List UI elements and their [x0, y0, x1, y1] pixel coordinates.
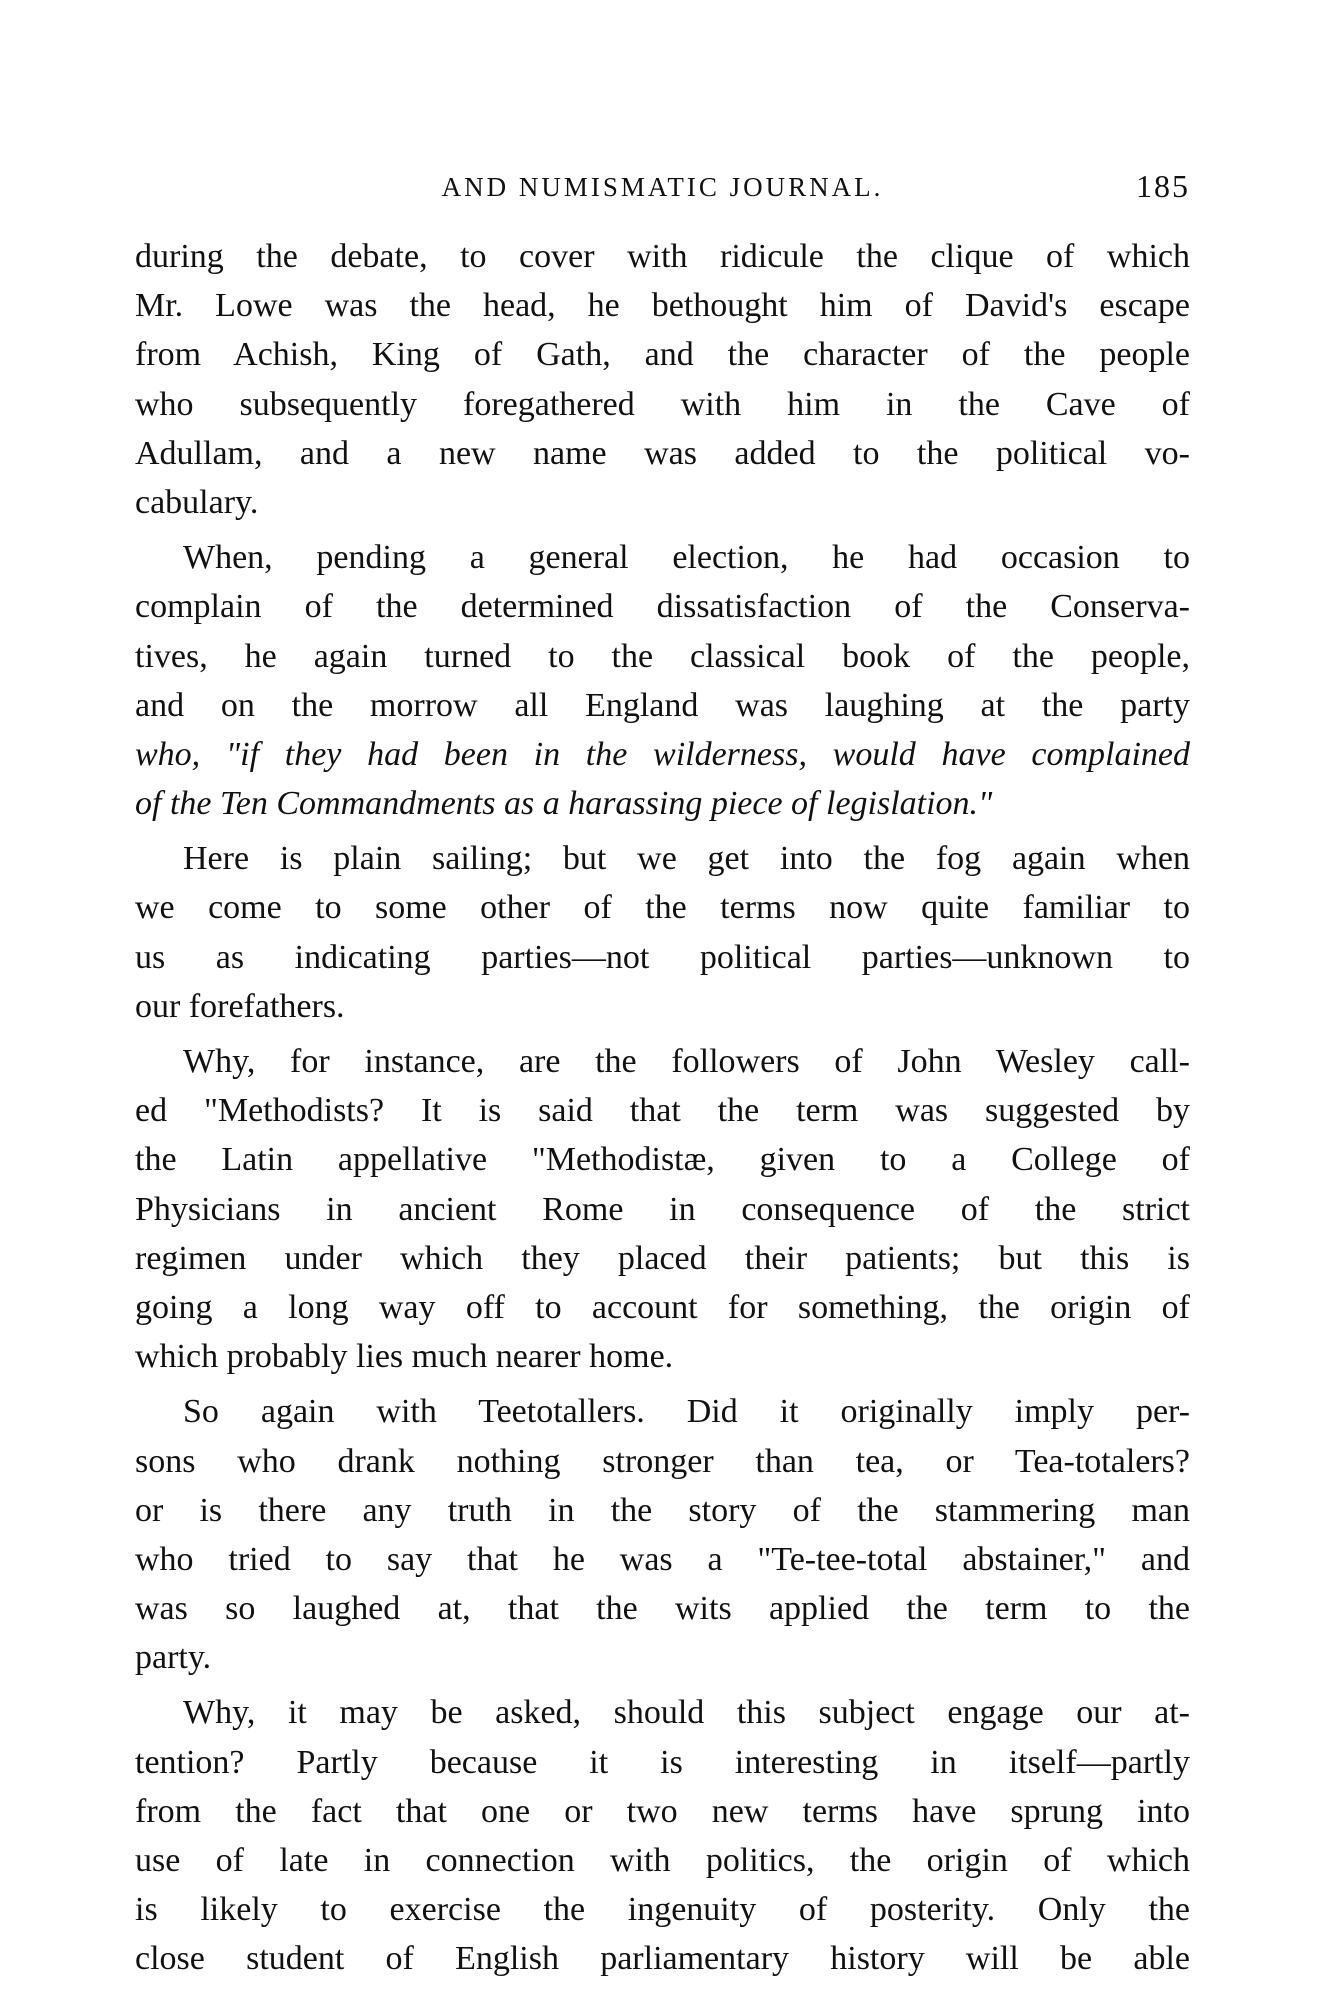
text-line: our forefathers.	[135, 987, 345, 1025]
text-line: Physicians in ancient Rome in consequence of the strict	[135, 1190, 1190, 1228]
text-line: which probably lies much nearer home.	[135, 1338, 674, 1376]
text-line: When, pending a general election, he had occasion to	[183, 539, 1190, 577]
text-line: of the Ten Commandments as a harassing piece of legislation."	[135, 785, 993, 823]
paragraph	[135, 1688, 1190, 1983]
paragraph	[135, 1037, 1190, 1381]
page-number: 185	[1136, 168, 1190, 204]
text-line: So again with Teetotallers. Did it originally imply per-	[183, 1393, 1190, 1431]
text-line: tention? Partly because it is interesting in itself—partly	[135, 1743, 1190, 1781]
text-line: during the debate, to cover with ridicule the clique of which	[135, 238, 1190, 275]
running-title: AND NUMISMATIC JOURNAL.	[441, 172, 884, 202]
text-line: we come to some other of the terms now quite familiar to	[135, 889, 1190, 927]
text-line: Mr. Lowe was the head, he bethought him of David's escape	[135, 287, 1190, 325]
text-line: who subsequently foregathered with him in the Cave of	[135, 385, 1190, 423]
text-line: Why, for instance, are the followers of John Wesley call-	[183, 1043, 1190, 1080]
text-line: use of late in connection with politics, the origin of which	[135, 1842, 1190, 1879]
paragraph	[135, 834, 1190, 1031]
text-line: or is there any truth in the story of the stammering man	[135, 1491, 1190, 1529]
text-line: from the fact that one or two new terms have sprung into	[135, 1792, 1190, 1830]
text-line: us as indicating parties—not political parties—unknown to	[135, 938, 1190, 976]
text-line: cabulary.	[135, 483, 259, 521]
text-line: complain of the determined dissatisfaction of the Conserva-	[135, 588, 1190, 626]
paragraph	[135, 533, 1190, 828]
text-line: who tried to say that he was a "Te-tee-total abstainer," and	[135, 1540, 1190, 1578]
text-line: going a long way off to account for something, the origin of	[135, 1288, 1190, 1326]
text-line: the Latin appellative "Methodistæ, given to a College of	[135, 1141, 1190, 1179]
text-line: and on the morrow all England was laughing at the party	[135, 686, 1190, 724]
text-line: close student of English parliamentary history will be able	[135, 1940, 1190, 1978]
paragraph	[135, 232, 1190, 527]
text-line: regimen under which they placed their patients; but this is	[135, 1239, 1190, 1277]
text-line: is likely to exercise the ingenuity of posterity. Only the	[135, 1891, 1190, 1929]
text-line: tives, he again turned to the classical book of the people,	[135, 637, 1190, 675]
text-line: party.	[135, 1639, 212, 1677]
paragraph	[135, 1387, 1190, 1682]
text-line: who, "if they had been in the wilderness, would have complained	[135, 735, 1190, 773]
text-line: from Achish, King of Gath, and the character of the people	[135, 336, 1190, 374]
body-text	[135, 232, 1190, 1984]
text-line: sons who drank nothing stronger than tea, or Tea-totalers?	[135, 1442, 1190, 1480]
text-line: ed "Methodists? It is said that the term was suggested by	[135, 1092, 1190, 1130]
running-head	[135, 168, 1190, 208]
text-line: Here is plain sailing; but we get into the fog again when	[183, 840, 1190, 878]
text-line: Why, it may be asked, should this subject engage our at-	[183, 1694, 1190, 1732]
text-line: Adullam, and a new name was added to the political vo-	[135, 434, 1190, 472]
text-line: was so laughed at, that the wits applied the term to the	[135, 1590, 1190, 1628]
